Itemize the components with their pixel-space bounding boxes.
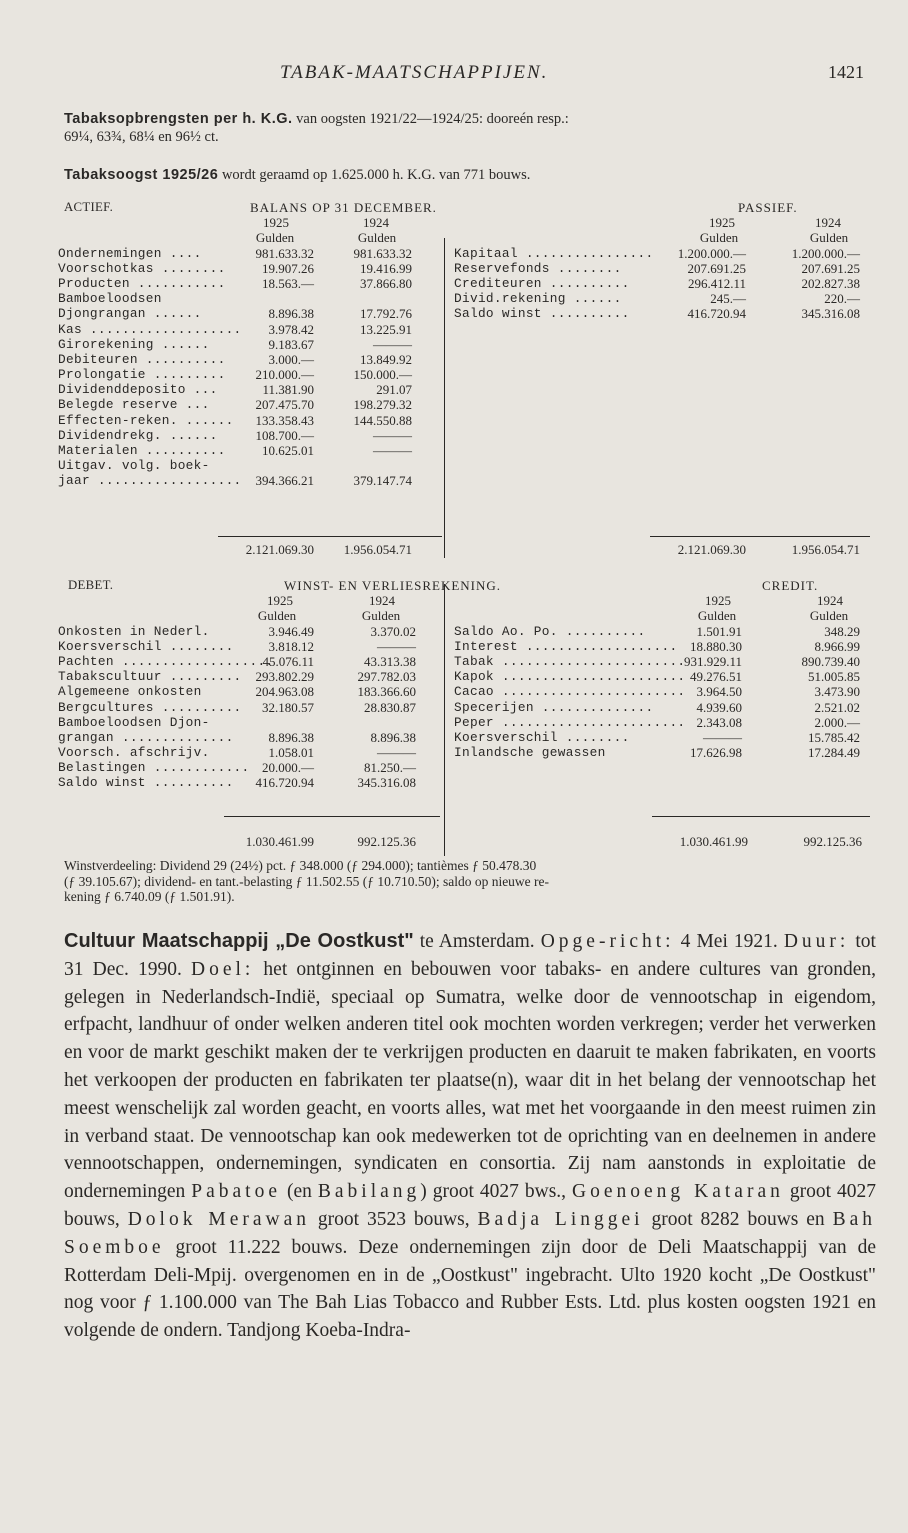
total-1925: 2.121.069.30 <box>245 542 314 557</box>
row-label: Cacao ....................... <box>454 684 686 700</box>
profit-distribution-note <box>64 858 876 905</box>
year-header: 1924 <box>363 215 389 231</box>
total-1924: 992.125.36 <box>803 834 862 849</box>
table-row <box>58 306 870 321</box>
value-1925: 45.076.11 <box>262 653 314 669</box>
row-label: Saldo winst .......... <box>58 775 234 791</box>
total-rule <box>652 816 870 817</box>
value-1924: ——— <box>373 443 412 458</box>
spaced-term: Bah Soemboe <box>64 1208 876 1258</box>
value-1924: 150.000.— <box>353 367 412 383</box>
value-1924: 17.792.76 <box>360 306 412 322</box>
profit-loss-account <box>58 578 870 862</box>
value-1925: 3.000.— <box>268 351 314 367</box>
value-1925: 11.381.90 <box>262 382 314 398</box>
note-line: kening ƒ 6.740.09 (ƒ 1.501.91). <box>64 889 235 904</box>
row-label: Bergcultures .......... <box>58 699 242 715</box>
text-segment: (en <box>281 1181 318 1203</box>
row-label: Tabakscultuur ......... <box>58 669 242 685</box>
table-row <box>58 428 870 443</box>
table-row <box>58 745 870 760</box>
value-1925: 394.366.21 <box>255 473 314 489</box>
page-number: 1421 <box>828 62 864 82</box>
value-1925: 133.358.43 <box>255 412 314 428</box>
value-1924: 2.000.— <box>814 714 860 730</box>
value-1925: 3.978.42 <box>268 321 314 337</box>
yield-values: 69¼, 63¾, 68¼ en 96½ ct. <box>64 129 219 145</box>
unit-header: Gulden <box>809 230 849 246</box>
total-rule <box>650 536 870 537</box>
table-row <box>58 352 870 367</box>
value-1925: 8.896.38 <box>268 729 314 745</box>
spaced-term: Babilang <box>317 1181 421 1203</box>
value-1924: 981.633.32 <box>353 245 412 261</box>
row-label: Voorschotkas ........ <box>58 260 226 276</box>
value-1924: 144.550.88 <box>353 412 412 428</box>
total-1924: 1.956.054.71 <box>343 542 412 557</box>
value-1925: 19.907.26 <box>262 260 314 276</box>
year-header: 1924 <box>369 593 395 609</box>
total-1925: 1.030.461.99 <box>679 834 748 849</box>
value-1925: 17.626.98 <box>690 745 742 761</box>
text-segment: tot 31 Dec. 1990. <box>64 931 876 980</box>
harvest-paragraph <box>64 166 884 184</box>
value-1925: 3.818.12 <box>268 638 314 654</box>
value-1925: 2.343.08 <box>696 714 742 730</box>
value-1924: 202.827.38 <box>801 275 860 291</box>
value-1924: 220.— <box>824 291 860 307</box>
row-label: Girorekening ...... <box>58 336 210 352</box>
value-1924: 51.005.85 <box>808 669 860 685</box>
value-1924: 15.785.42 <box>808 729 860 745</box>
value-1924: 19.416.99 <box>360 260 412 276</box>
value-1924: 348.29 <box>824 623 860 639</box>
value-1925: 416.720.94 <box>687 306 746 322</box>
table-row <box>58 730 870 745</box>
value-1925: 207.475.70 <box>255 397 314 413</box>
row-label: Saldo Ao. Po. .......... <box>454 623 646 639</box>
row-label: Materialen .......... <box>58 443 226 458</box>
value-1925: 108.700.— <box>255 427 314 443</box>
value-1925: 1.501.91 <box>696 623 742 639</box>
row-label: Dividendrekg. ...... <box>58 427 218 443</box>
harvest-heading: Tabaksoogst 1925/26 <box>64 167 219 183</box>
value-1925: 981.633.32 <box>255 245 314 261</box>
value-1925: 207.691.25 <box>687 260 746 276</box>
total-rule <box>218 536 442 537</box>
value-1925: 931.929.11 <box>683 653 742 669</box>
value-1924: 183.366.60 <box>357 684 416 700</box>
passief-title: PASSIEF. <box>738 200 798 215</box>
debet-title: DEBET. <box>68 578 114 592</box>
row-label: Peper ....................... <box>454 714 686 730</box>
value-1925: 49.276.51 <box>690 669 742 685</box>
total-1924: 1.956.054.71 <box>791 542 860 557</box>
value-1924: 17.284.49 <box>808 745 860 761</box>
value-1925: 8.896.38 <box>268 306 314 322</box>
yield-paragraph <box>64 110 884 146</box>
value-1924: 81.250.— <box>364 760 416 776</box>
row-label: Uitgav. volg. boek- <box>58 458 210 474</box>
table-row <box>58 382 870 397</box>
spaced-term: Opge-richt: <box>540 931 675 952</box>
column-divider <box>444 584 445 856</box>
row-label: Prolongatie ......... <box>58 367 226 383</box>
value-1924: 379.147.74 <box>353 473 412 489</box>
spaced-term: Doel: <box>190 958 255 980</box>
note-line: Winstverdeeling: Dividend 29 (24½) pct. ƒ 348.000 (ƒ 294.000); tantièmes ƒ 50.478.30 <box>64 858 537 873</box>
value-1924: ——— <box>373 427 412 443</box>
row-label: Belastingen ............ <box>58 760 250 776</box>
unit-header: Gulden <box>357 230 397 246</box>
value-1925: 245.— <box>710 291 746 307</box>
company-article <box>64 928 876 1345</box>
table-row <box>58 669 870 684</box>
row-label: Bamboeloodsen Djon- <box>58 714 210 730</box>
row-label: Saldo winst .......... <box>454 306 630 322</box>
table-row <box>58 367 870 382</box>
spaced-term: Goenoeng Kataran <box>572 1181 784 1203</box>
table-row <box>58 715 870 730</box>
yield-text: van oogsten 1921/22—1924/25: dooreén resp.: <box>296 111 569 127</box>
note-line: (ƒ 39.105.67); dividend- en tant.-belasting ƒ 11.502.55 (ƒ 10.710.50); saldo op nieuwe re- <box>64 873 550 889</box>
total-row <box>58 542 870 557</box>
text-segment: te Amsterdam. <box>413 931 541 952</box>
value-1925: 204.963.08 <box>255 684 314 700</box>
pl-title: WINST- EN VERLIESREKENING. <box>284 578 502 593</box>
spaced-term: Duur: <box>783 931 850 952</box>
table-row <box>58 639 870 654</box>
value-1925: 9.183.67 <box>268 336 314 352</box>
row-label: Crediteuren .......... <box>454 275 630 291</box>
unit-header: Gulden <box>697 608 737 624</box>
value-1925: 18.563.— <box>262 275 314 291</box>
value-1925: 20.000.— <box>262 760 314 776</box>
value-1924: 13.849.92 <box>360 351 412 367</box>
unit-header: Gulden <box>699 230 739 246</box>
actief-title: ACTIEF. <box>64 200 114 214</box>
value-1924: 207.691.25 <box>801 260 860 276</box>
row-label: Kapitaal ................ <box>454 245 654 261</box>
row-label: Djongrangan ...... <box>58 306 202 322</box>
value-1924: 3.473.90 <box>814 684 860 700</box>
article-text <box>64 931 876 1341</box>
value-1924: ——— <box>377 638 416 654</box>
value-1924: 8.966.99 <box>814 638 860 654</box>
total-1925: 1.030.461.99 <box>245 834 314 849</box>
value-1924: 43.313.38 <box>364 653 416 669</box>
row-label: Tabak ....................... <box>454 653 686 669</box>
value-1925: 1.200.000.— <box>677 245 746 261</box>
row-label: Belegde reserve ... <box>58 397 210 413</box>
value-1924: 1.200.000.— <box>791 245 860 261</box>
value-1924: 297.782.03 <box>357 669 416 685</box>
row-label: Bamboeloodsen <box>58 291 162 307</box>
value-1925: 210.000.— <box>255 367 314 383</box>
table-row <box>58 760 870 775</box>
table-row <box>58 700 870 715</box>
unit-header: Gulden <box>257 608 297 624</box>
value-1925: 293.802.29 <box>255 669 314 685</box>
table-row <box>58 684 870 699</box>
row-label: jaar .................. <box>58 473 242 489</box>
row-label: Koersverschil ........ <box>454 729 630 745</box>
value-1924: ——— <box>377 745 416 761</box>
value-1924: ——— <box>373 336 412 352</box>
harvest-text: wordt geraamd op 1.625.000 h. K.G. van 771 bouws. <box>221 167 531 183</box>
table-row <box>58 276 870 291</box>
header-title: TABAK-MAATSCHAPPIJEN. <box>280 62 549 83</box>
row-label: Producten ........... <box>58 275 226 291</box>
table-row <box>58 458 870 473</box>
text-segment: ) groot 4027 bws., <box>420 1181 573 1203</box>
year-header: 1925 <box>709 215 735 231</box>
unit-header: Gulden <box>809 608 849 624</box>
value-1925: 10.625.01 <box>262 443 314 458</box>
year-header: 1925 <box>263 215 289 231</box>
value-1924: 8.896.38 <box>370 729 416 745</box>
row-label: grangan .............. <box>58 729 234 745</box>
company-name: Cultuur Maatschappij „De Oostkust" <box>64 930 414 952</box>
total-rule <box>224 816 440 817</box>
row-label: Onkosten in Nederl. <box>58 623 210 639</box>
year-header: 1924 <box>815 215 841 231</box>
text-segment: 4 Mei 1921. <box>674 931 784 952</box>
text-segment: groot 8282 bouws en <box>643 1208 833 1230</box>
value-1925: 3.964.50 <box>696 684 742 700</box>
table-row <box>58 443 870 458</box>
value-1925: 1.058.01 <box>268 745 314 761</box>
value-1924: 345.316.08 <box>357 775 416 791</box>
total-1924: 992.125.36 <box>357 834 416 849</box>
table-row <box>58 654 870 669</box>
table-row <box>58 624 870 639</box>
row-label: Algemeene onkosten <box>58 684 202 700</box>
value-1925: ——— <box>703 729 742 745</box>
row-label: Specerijen .............. <box>454 699 654 715</box>
row-label: Pachten ................... <box>58 653 274 669</box>
table-row <box>58 322 870 337</box>
value-1924: 3.370.02 <box>370 623 416 639</box>
value-1924: 291.07 <box>376 382 412 398</box>
row-label: Dividenddeposito ... <box>58 382 218 398</box>
table-row <box>58 246 870 261</box>
table-row <box>58 775 870 790</box>
row-label: Kapok ....................... <box>454 669 686 685</box>
spaced-term: Pabatoe <box>191 1181 282 1203</box>
spaced-term: Dolok Merawan <box>127 1208 310 1230</box>
value-1924: 28.830.87 <box>364 699 416 715</box>
row-label: Divid.rekening ...... <box>454 291 622 307</box>
table-row <box>58 413 870 428</box>
row-label: Koersverschil ........ <box>58 638 234 654</box>
balance-sheet <box>58 200 870 562</box>
year-header: 1925 <box>705 593 731 609</box>
value-1924: 345.316.08 <box>801 306 860 322</box>
value-1925: 18.880.30 <box>690 638 742 654</box>
row-label: Interest ................... <box>454 638 678 654</box>
value-1925: 4.939.60 <box>696 699 742 715</box>
total-1925: 2.121.069.30 <box>677 542 746 557</box>
spaced-term: Badja Linggei <box>477 1208 644 1230</box>
row-label: Voorsch. afschrijv. <box>58 745 210 761</box>
table-row <box>58 337 870 352</box>
value-1924: 198.279.32 <box>353 397 412 413</box>
value-1924: 13.225.91 <box>360 321 412 337</box>
unit-header: Gulden <box>255 230 295 246</box>
text-segment: groot 11.222 bouws. Deze ondernemingen zijn door de Deli Maatschappij van de Rotterdam Deli-Mpij. overgenomen en in de „Oostkust" ingebracht. Ulto 1920 kocht „De Oostkust" nog voor ƒ 1.100.000 van The Bah Lias Tobacco and Rubber Ests. Ltd. plus kosten oogsten 1921 en volgende de ondern. Tandjong Koeba-Indra- <box>64 1236 876 1342</box>
row-label: Ondernemingen .... <box>58 245 202 261</box>
running-header <box>0 62 908 92</box>
yield-heading: Tabaksopbrengsten per h. K.G. <box>64 111 293 127</box>
row-label: Debiteuren .......... <box>58 351 226 367</box>
table-row <box>58 291 870 306</box>
text-segment: het ontginnen en bebouwen voor tabaks- en andere cultures van gronden, gelegen in Nederlandsch-Indië, speciaal op Sumatra, welke door de vennootschap in eigendom, erfpacht, landhuur of onder welken anderen titel ook mochten worden verkregen; verder het verwerken en voor de markt geschikt maken der te verkrijgen producten en daaruit te maken fabrikaten, en voorts het verkoopen der producten en fabrikaten ter plaatse(n), waar dit in het belang der vennootschap het meest wenschelijk zal worden geacht, en voorts alles, wat met het voorgaande in den meest ruimen zin in verband staat. De vennootschap kan ook medewerken tot de oprichting van en deelnemen in andere vennootschappen, ondernemingen, syndicaten en consortia. Zij nam aanstonds in exploitatie de ondernemingen <box>64 958 876 1203</box>
total-row <box>58 834 870 849</box>
year-header: 1925 <box>267 593 293 609</box>
row-label: Reservefonds ........ <box>454 260 622 276</box>
row-label: Inlandsche gewassen <box>454 745 606 761</box>
value-1924: 2.521.02 <box>814 699 860 715</box>
row-label: Effecten-reken. ...... <box>58 412 234 428</box>
year-header: 1924 <box>817 593 843 609</box>
value-1924: 37.866.80 <box>360 275 412 291</box>
credit-title: CREDIT. <box>762 578 819 593</box>
balance-title: BALANS OP 31 DECEMBER. <box>250 200 437 215</box>
unit-header: Gulden <box>361 608 401 624</box>
table-row <box>58 473 870 488</box>
value-1924: 890.739.40 <box>801 653 860 669</box>
table-row <box>58 397 870 412</box>
row-label: Kas ................... <box>58 321 242 337</box>
value-1925: 296.412.11 <box>687 275 746 291</box>
text-segment: groot 4027 bouws, <box>64 1181 876 1230</box>
table-row <box>58 261 870 276</box>
value-1925: 32.180.57 <box>262 699 314 715</box>
text-segment: groot 3523 bouws, <box>309 1208 478 1230</box>
value-1925: 3.946.49 <box>268 623 314 639</box>
value-1925: 416.720.94 <box>255 775 314 791</box>
column-divider <box>444 238 445 558</box>
